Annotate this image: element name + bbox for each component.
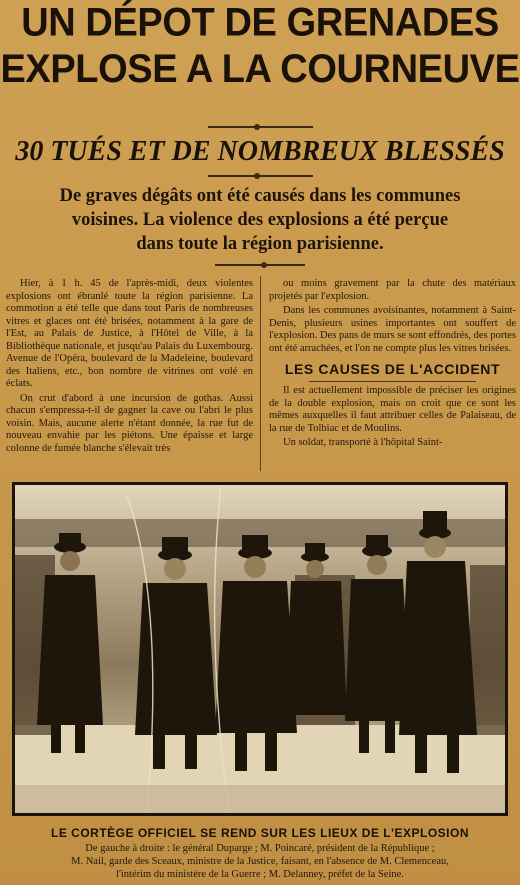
photo-caption-line: M. Nail, garde des Sceaux, ministre de la Justice, faisant, en l'absence de M. Clemenceau, — [71, 856, 449, 867]
headline-line-2: EXPLOSE A LA COURNEUVE — [0, 47, 520, 92]
deck-line-2: voisines. La violence des explosions a été perçue — [71, 210, 449, 230]
ornamental-rule — [208, 126, 313, 128]
news-photograph — [12, 482, 508, 816]
article-paragraph: On crut d'abord à une incursion de gothas. Aussi chacun s'empressa-t-il de gagner la cave ou l'abri le plus voisin. Mais, aucune alerte n'étant donnée, la rue fut de nouveau envahie par les piétons. Une épaisse et large colonne de fumée blanche s'élevait très — [6, 392, 253, 454]
headline-line-1: UN DÉPOT DE GRENADES — [21, 0, 499, 45]
deck-line-3: dans toute la région parisienne. — [136, 234, 384, 254]
photo-illustration — [15, 485, 505, 813]
article-column-right — [269, 278, 516, 470]
section-heading: LES CAUSES DE L'ACCIDENT — [284, 361, 501, 377]
subheadline: 30 TUÉS ET DE NOMBREUX BLESSÉS — [15, 136, 505, 167]
deck-line-1: De graves dégâts ont été causés dans les communes — [59, 186, 461, 206]
article-paragraph: Hier, à 1 h. 45 de l'après-midi, deux violentes explosions ont ébranlé toute la région parisienne. La commotion a été telle que dans tout Paris de nombreuses vitres et glaces ont été brisées, notamment à la gare de l'Est, au Palais de Justice, à l'Hôtel de Ville, à la Bibliothèque nationale, et jusqu'au Palais du Luxembourg. Avenue de l'Opéra, boulevard de la Madeleine, boulevard des Italiens, etc., bon nombre de vitrines ont volé en éclats. — [6, 278, 253, 389]
article-paragraph: ou moins gravement par la chute des matériaux projetés par l'explosion. — [269, 278, 516, 302]
article-column-left — [6, 278, 253, 470]
photo-caption-title: LE CORTÈGE OFFICIEL SE REND SUR LES LIEUX DE L'EXPLOSION — [50, 826, 469, 840]
headline — [0, 0, 520, 93]
ornamental-rule — [208, 175, 313, 177]
photo-caption — [8, 842, 512, 881]
deck — [4, 184, 516, 256]
column-divider — [260, 276, 261, 471]
ornamental-rule — [215, 264, 305, 266]
article-paragraph: Dans les communes avoisinantes, notamment à Saint-Denis, plusieurs usines importantes ont souffert de l'explosion. Des pans de murs se sont effondrés, des portes ont été arrachées, et l'on ne compte plus les vitres brisées. — [269, 305, 516, 354]
section-heading-rule — [309, 381, 476, 382]
photo-caption-line: De gauche à droite : le général Duparge ; M. Poincaré, président de la République ; — [85, 843, 435, 854]
photo-caption-line: l'intérim du ministère de la Guerre ; M. Delanney, préfet de la Seine. — [116, 869, 404, 880]
article-paragraph: Il est actuellement impossible de préciser les origines de la double explosion, mais on croit que ce sont les mêmes auxquelles il faut attribuer celles de Palaiseau, de la rue de Tolbiac et de Moulins. — [269, 385, 516, 434]
article-paragraph: Un soldat, transporté à l'hôpital Saint- — [283, 437, 443, 448]
